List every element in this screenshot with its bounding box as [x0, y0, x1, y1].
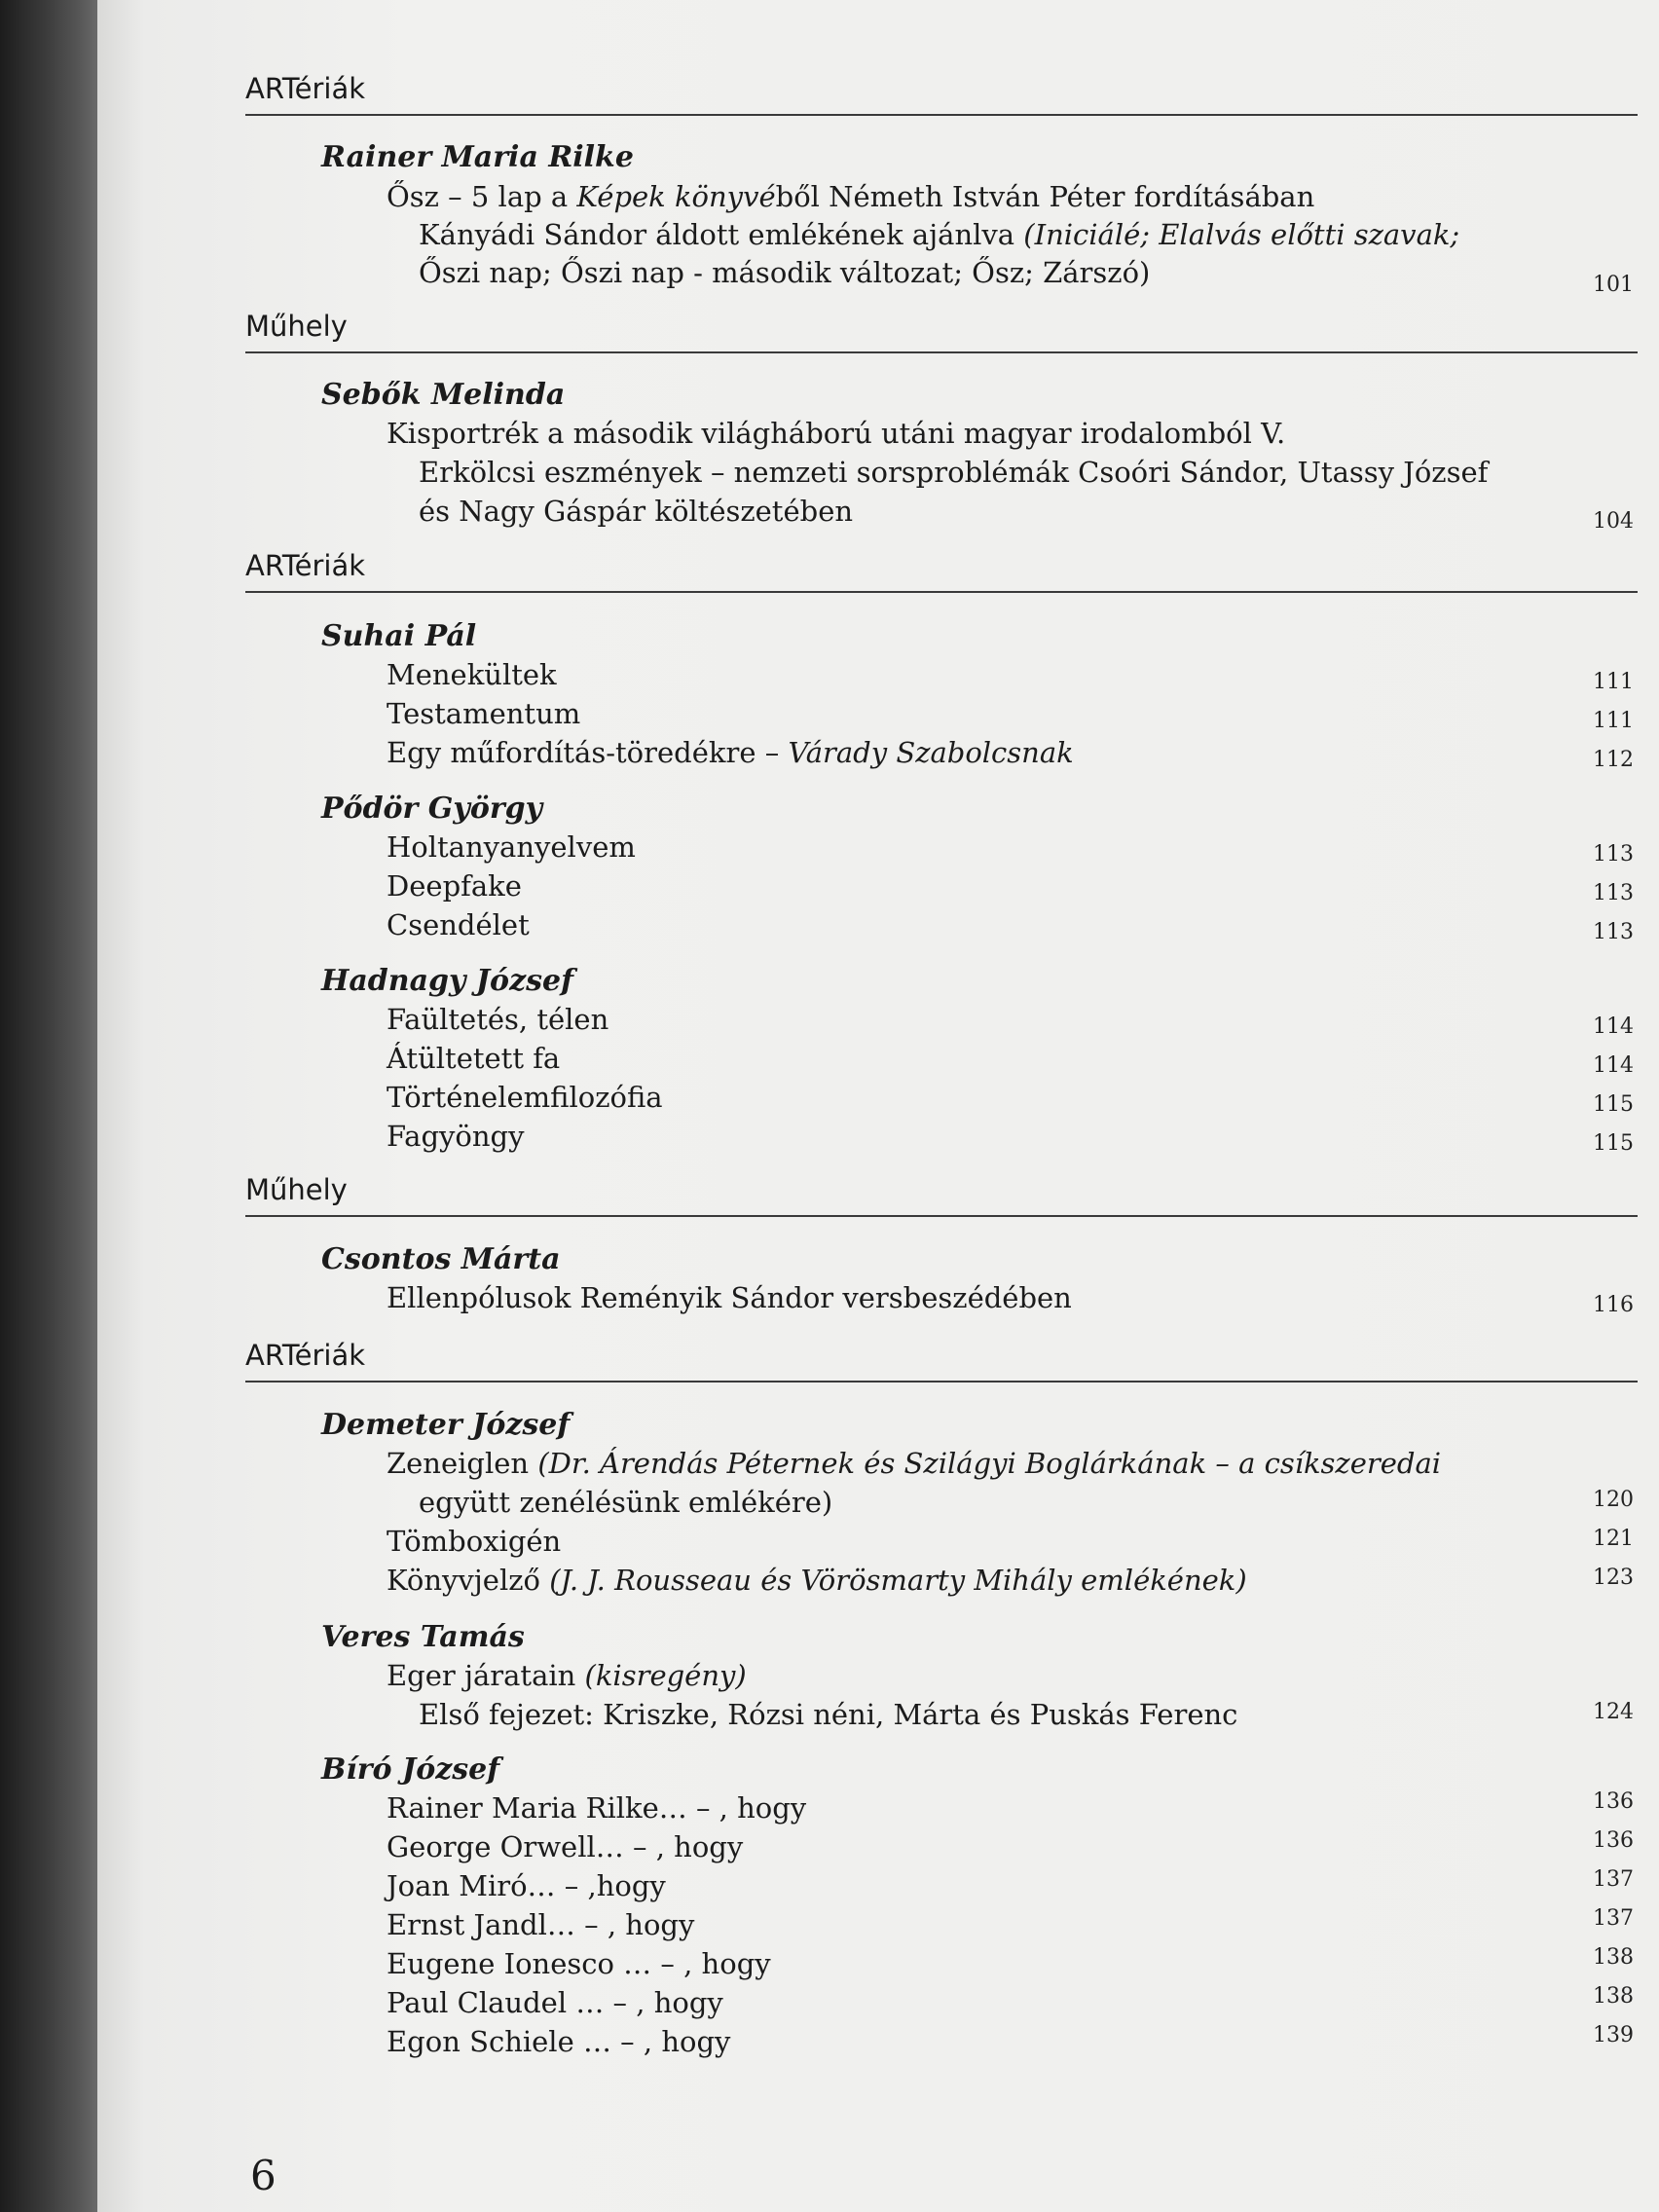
page-ref: 124 [1593, 1700, 1634, 1724]
page-ref: 138 [1593, 1945, 1634, 1970]
toc-entry-title: Ernst Jandl… – , hogy [387, 1908, 695, 1941]
toc-entry-title: Könyvjelző (J. J. Rousseau és Vörösmarty Mihály emlékének) [387, 1564, 1247, 1597]
section-rule [245, 1381, 1638, 1382]
page-ref: 113 [1593, 920, 1634, 944]
author-name: Veres Tamás [321, 1620, 525, 1654]
page-ref: 116 [1593, 1293, 1634, 1317]
toc-entry-title: Zeneiglen (Dr. Árendás Péternek és Szilágyi Boglárkának – a csíkszeredai [387, 1447, 1442, 1480]
page-ref: 121 [1593, 1527, 1634, 1551]
section-header [245, 1173, 1638, 1206]
section-label: Műhely [245, 1173, 348, 1206]
section-rule [245, 351, 1638, 353]
toc-entry-title: Eger járatain (kisregény) [387, 1659, 747, 1692]
page-ref: 115 [1593, 1092, 1634, 1117]
page-ref: 114 [1593, 1053, 1634, 1078]
page-ref: 138 [1593, 1984, 1634, 2009]
toc-entry-title: Joan Miró… – ,hogy [387, 1869, 666, 1902]
toc-entry-subtitle: Kányádi Sándor áldott emlékének ajánlva (Iniciálé; Elalvás előtti szavak; [419, 218, 1460, 251]
toc-entry-subtitle: Őszi nap; Őszi nap - második változat; Ősz; Zárszó) [419, 256, 1151, 289]
toc-entry-title: Egon Schiele … – , hogy [387, 2025, 731, 2058]
section-rule [245, 1215, 1638, 1217]
page-ref: 137 [1593, 1867, 1634, 1892]
section-rule [245, 591, 1638, 593]
author-name: Pődör György [321, 792, 543, 826]
section-label: ARTériák [245, 72, 366, 105]
page-ref: 104 [1593, 509, 1634, 534]
page-ref: 137 [1593, 1906, 1634, 1931]
section-label: ARTériák [245, 549, 366, 582]
toc-entry-subtitle: Erkölcsi eszmények – nemzeti sorsproblémák Csoóri Sándor, Utassy József [419, 456, 1489, 489]
table-of-contents [245, 0, 1638, 2212]
author-name: Demeter József [321, 1408, 571, 1442]
page-ref: 101 [1593, 273, 1634, 297]
book-spine-shadow [0, 0, 97, 2212]
page-ref: 111 [1593, 709, 1634, 733]
page-ref: 139 [1593, 2023, 1634, 2047]
section-rule [245, 114, 1638, 116]
page-number: 6 [250, 2152, 276, 2199]
page-ref: 123 [1593, 1566, 1634, 1590]
toc-entry-title: Kisportrék a második világháború utáni magyar irodalomból V. [387, 417, 1286, 450]
toc-entry-title: Egy műfordítás-töredékre – Várady Szabolcsnak [387, 736, 1074, 769]
toc-entry-title: Paul Claudel … – , hogy [387, 1986, 723, 2019]
toc-entry-title: Fagyöngy [387, 1120, 525, 1153]
toc-entry-title: Testamentum [387, 697, 581, 730]
author-name: Suhai Pál [321, 619, 477, 653]
author-name: Bíró József [321, 1752, 500, 1787]
toc-entry-subtitle: Első fejezet: Kriszke, Rózsi néni, Márta és Puskás Ferenc [419, 1698, 1238, 1731]
section-header [245, 72, 1638, 105]
toc-entry-title: Ellenpólusok Reményik Sándor versbeszédében [387, 1281, 1072, 1314]
toc-entry-title: Eugene Ionesco … – , hogy [387, 1947, 771, 1980]
page-ref: 120 [1593, 1488, 1634, 1512]
author-name: Csontos Márta [321, 1242, 561, 1276]
toc-entry-title: Deepfake [387, 869, 522, 903]
page-ref: 115 [1593, 1131, 1634, 1156]
page-ref: 136 [1593, 1828, 1634, 1853]
section-label: Műhely [245, 310, 348, 343]
author-name: Hadnagy József [321, 964, 573, 998]
toc-entry-subtitle: és Nagy Gáspár költészetében [419, 495, 854, 528]
section-header [245, 1339, 1638, 1372]
page-ref: 114 [1593, 1014, 1634, 1039]
toc-entry-subtitle: együtt zenélésünk emlékére) [419, 1486, 833, 1519]
toc-entry-title: Csendélet [387, 908, 530, 941]
page-ref: 136 [1593, 1789, 1634, 1814]
toc-entry-title: Történelemfilozófia [387, 1081, 663, 1114]
toc-entry-title: Tömboxigén [387, 1525, 562, 1558]
toc-entry-title: Rainer Maria Rilke… – , hogy [387, 1791, 807, 1825]
toc-entry-title: George Orwell… – , hogy [387, 1830, 744, 1863]
page-ref: 111 [1593, 670, 1634, 694]
toc-entry-title: Holtanyanyelvem [387, 830, 636, 864]
page-ref: 113 [1593, 881, 1634, 905]
toc-entry-title: Ősz – 5 lap a Képek könyvéből Németh István Péter fordításában [387, 180, 1315, 213]
section-label: ARTériák [245, 1339, 366, 1372]
page-ref: 112 [1593, 748, 1634, 772]
toc-entry-title: Faültetés, télen [387, 1003, 609, 1036]
toc-entry-title: Átültetett fa [387, 1042, 561, 1075]
page-ref: 113 [1593, 842, 1634, 866]
section-header [245, 310, 1638, 343]
author-name: Sebők Melinda [321, 378, 566, 412]
author-name: Rainer Maria Rilke [321, 140, 634, 174]
section-header [245, 549, 1638, 582]
toc-entry-title: Menekültek [387, 658, 557, 691]
